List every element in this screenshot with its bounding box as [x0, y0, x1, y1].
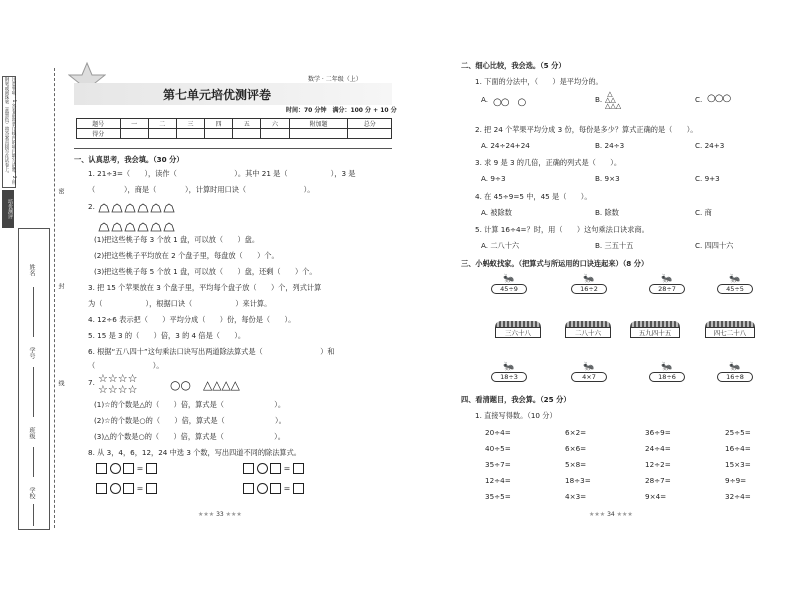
s2-q5-opt-c: C. 四四十六 — [695, 241, 734, 250]
q2-sub3: (3)把这些桃子每 5 个放 1 盘，可以放（ ）盘，还剩（ ）个。 — [94, 267, 317, 276]
s2-q2-opt-c: C. 24+3 — [695, 141, 725, 150]
house-card[interactable] — [495, 321, 541, 338]
q3-line1: 3. 把 15 个苹果放在 3 个盘子里，平均每个盘子放（ ）个，列式计算 — [88, 283, 322, 292]
operator-circle[interactable] — [257, 463, 268, 474]
q2-sub2: (2)把这些桃子平均放在 2 个盘子里，每盘放（ ）个。 — [94, 251, 279, 260]
q2-sub1: (1)把这些桃子每 3 个放 1 盘，可以放（ ）盘。 — [94, 235, 260, 244]
ant-expression: 45÷9 — [491, 284, 527, 294]
ant-icon: 🐜 — [503, 274, 515, 284]
ant-card[interactable] — [717, 363, 753, 382]
ant-icon: 🐜 — [661, 274, 673, 284]
calc-item[interactable]: 12÷4= — [485, 476, 511, 485]
peach-icon — [137, 198, 149, 208]
operator-circle[interactable] — [110, 463, 121, 474]
ant-icon: 🐜 — [661, 362, 673, 372]
ant-icon: 🐜 — [729, 274, 741, 284]
peach-icon — [150, 198, 162, 208]
q8-answer-row-1 — [96, 463, 157, 474]
q6-line1: 6. 根据“五八四十”这句乘法口诀写出两道除法算式是（ ）和 — [88, 347, 335, 356]
s2-q4-opt-b: B. 除数 — [595, 208, 619, 217]
calc-item[interactable]: 25÷5= — [725, 428, 751, 437]
score-input[interactable] — [148, 129, 176, 139]
calc-item[interactable]: 15×3= — [725, 460, 751, 469]
q6-line2: （ ）。 — [88, 361, 164, 370]
q1-line2: （ ），商是（ ），计算时用口诀（ ）。 — [88, 185, 315, 194]
ant-card[interactable] — [649, 275, 685, 294]
section-1-title: 一、认真思考，我会填。（30 分） — [74, 155, 184, 164]
q7-sub2: (2)☆的个数是○的（ ）倍，算式是（ ）。 — [94, 416, 286, 425]
s2-q5-opt-a: A. 二八十六 — [481, 241, 520, 250]
ant-expression: 28÷7 — [649, 284, 685, 294]
s2-q5: 5. 计算 16÷4=？时，用（ ）这句乘法口诀求商。 — [475, 225, 649, 234]
notice-box — [2, 76, 16, 188]
page-title: 第七单元培优测评卷 — [163, 88, 272, 102]
answer-box[interactable] — [270, 463, 281, 474]
calc-item[interactable]: 35÷7= — [485, 460, 511, 469]
page-number-33 — [198, 510, 242, 519]
operator-circle[interactable] — [257, 483, 268, 494]
id-label: 学号 — [28, 347, 35, 359]
circle-shapes-icon: ○○ — [170, 378, 191, 392]
s2-q3-opt-b: B. 9×3 — [595, 174, 620, 183]
s2-q1-opt-a: A. — [481, 95, 489, 104]
calc-item[interactable]: 16÷4= — [725, 444, 751, 453]
seal-xian: 线 — [57, 380, 64, 386]
q5: 5. 15 是 3 的（ ）倍，3 的 4 倍是（ ）。 — [88, 331, 246, 340]
name-label: 姓名 — [28, 264, 35, 276]
answer-box[interactable] — [293, 483, 304, 494]
equals-sign: = — [283, 464, 291, 473]
answer-box[interactable] — [270, 483, 281, 494]
score-table-score-row — [77, 129, 392, 139]
circles-group-a-icon: ○○ ○ — [493, 97, 526, 108]
score-cell: 三 — [176, 119, 204, 129]
name-field[interactable] — [33, 287, 34, 337]
answer-box[interactable] — [123, 463, 134, 474]
score-cell: 六 — [261, 119, 289, 129]
house-card[interactable] — [630, 321, 680, 338]
score-table — [76, 118, 392, 139]
peach-icon — [111, 198, 123, 208]
s2-q2-opt-a: A. 24÷24+24 — [481, 141, 530, 150]
q7-sub1: (1)☆的个数是△的（ ）倍，算式是（ ）。 — [94, 400, 286, 409]
s2-q3-opt-a: A. 9÷3 — [481, 174, 506, 183]
class-label: 班级 — [28, 427, 35, 439]
score-cell: 一 — [120, 119, 148, 129]
ant-card[interactable] — [571, 363, 607, 382]
stars-right: ★★★ — [616, 511, 633, 518]
score-input[interactable] — [348, 129, 392, 139]
calc-item[interactable]: 4×3= — [565, 492, 587, 501]
house-mnemonic: 四七二十八 — [705, 327, 755, 338]
triangles-group-b-icon: △ △△ △△△ — [605, 90, 622, 110]
score-input[interactable] — [120, 129, 148, 139]
calc-item[interactable]: 18÷3= — [565, 476, 591, 485]
calc-item[interactable]: 9÷9= — [725, 476, 747, 485]
calc-item[interactable]: 6×6= — [565, 444, 587, 453]
binding-line — [54, 68, 55, 528]
calc-item[interactable]: 28÷7= — [645, 476, 671, 485]
score-cell: 题号 — [77, 119, 121, 129]
page-number: 33 — [216, 511, 224, 518]
score-input[interactable] — [176, 129, 204, 139]
house-card[interactable] — [705, 321, 755, 338]
peach-icon — [124, 198, 136, 208]
ant-card[interactable] — [717, 275, 753, 294]
s2-q3: 3. 求 9 是 3 的几倍，正确的列式是（ ）。 — [475, 158, 622, 167]
peach-icon — [150, 217, 162, 227]
q8: 8. 从 3，4，6，12，24 中选 3 个数，写出四道不同的除法算式。 — [88, 448, 301, 457]
equals-sign: = — [136, 464, 144, 473]
score-cell: 总分 — [348, 119, 392, 129]
page-number: 34 — [607, 511, 615, 518]
ant-expression: 16÷2 — [571, 284, 607, 294]
q7-shapes — [98, 373, 137, 395]
divider — [74, 148, 392, 149]
ant-card[interactable] — [491, 363, 527, 382]
operator-circle[interactable] — [110, 483, 121, 494]
star-shapes-icon: ☆☆☆☆ ☆☆☆☆ — [98, 372, 138, 396]
seal-feng: 封 — [57, 283, 64, 289]
s2-q2-opt-b: B. 24÷3 — [595, 141, 625, 150]
score-row-label: 得分 — [77, 129, 121, 139]
triangle-shapes-icon: △△△△ — [203, 378, 240, 392]
s2-q4: 4. 在 45÷9=5 中，45 是（ ）。 — [475, 192, 592, 201]
subject-label: 数学 · 二年级（上） — [308, 76, 362, 83]
score-cell: 五 — [233, 119, 261, 129]
answer-box[interactable] — [293, 463, 304, 474]
ant-expression: 4×7 — [571, 372, 607, 382]
equals-sign: = — [136, 484, 144, 493]
ant-card[interactable] — [491, 275, 527, 294]
calc-item[interactable]: 40÷5= — [485, 444, 511, 453]
section-4-sub1: 1. 直接写得数。（10 分） — [475, 411, 557, 420]
section-3-title: 三、小蚂蚁找家。（把算式与所运用的口诀连起来）（8 分） — [461, 259, 649, 268]
circles-group-c-icon: ○○○ — [707, 93, 731, 104]
s2-q2: 2. 把 24 个苹果平均分成 3 份，每份是多少？算式正确的是（ ）。 — [475, 125, 698, 134]
page-33 — [68, 55, 398, 525]
q3-line2: 为（ ），根据口诀（ ）来计算。 — [88, 299, 272, 308]
stars-left: ★★★ — [589, 511, 606, 518]
peach-icon — [111, 217, 123, 227]
notice-text: 注意事项：1.答卷前将装订线内的项目填写清楚。2.用钢笔或圆珠笔（蓝黑色）将答案直接写在试卷上。 — [4, 77, 16, 185]
house-mnemonic: 三六十八 — [495, 327, 541, 338]
seal-mi: 密 — [57, 188, 64, 194]
school-label: 学校 — [28, 487, 35, 499]
score-cell: 二 — [148, 119, 176, 129]
score-input[interactable] — [289, 129, 348, 139]
stars-left: ★★★ — [198, 511, 215, 518]
ant-expression: 45÷5 — [717, 284, 753, 294]
ant-expression: 16÷8 — [717, 372, 753, 382]
calc-item[interactable]: 20÷4= — [485, 428, 511, 437]
stars-right: ★★★ — [225, 511, 242, 518]
score-cell: 四 — [205, 119, 233, 129]
ant-card[interactable] — [649, 363, 685, 382]
ant-expression: 18÷3 — [491, 372, 527, 382]
house-mnemonic: 五九四十五 — [630, 327, 680, 338]
calc-item[interactable]: 9×4= — [645, 492, 667, 501]
page-34 — [455, 55, 795, 525]
s2-q1: 1. 下面的分法中，（ ）是平均分的。 — [475, 77, 603, 86]
s2-q1-opt-b: B. — [595, 95, 603, 104]
badge: 培优测评 — [2, 190, 14, 228]
q4: 4. 12÷6 表示把（ ）平均分成（ ）份，每份是（ ）。 — [88, 315, 296, 324]
calc-item[interactable]: 24÷4= — [645, 444, 671, 453]
answer-box[interactable] — [96, 463, 107, 474]
q7-number: 7. — [88, 378, 95, 387]
answer-box[interactable] — [146, 483, 157, 494]
ant-expression: 18÷6 — [649, 372, 685, 382]
answer-box[interactable] — [146, 463, 157, 474]
answer-box[interactable] — [123, 483, 134, 494]
house-mnemonic: 二八十六 — [565, 327, 611, 338]
ant-icon: 🐜 — [583, 274, 595, 284]
answer-box[interactable] — [96, 483, 107, 494]
ant-icon: 🐜 — [729, 362, 741, 372]
s2-q3-opt-c: C. 9+3 — [695, 174, 720, 183]
calc-item[interactable]: 36÷9= — [645, 428, 671, 437]
student-info-box — [18, 228, 50, 530]
calc-item[interactable]: 12÷2= — [645, 460, 671, 469]
calc-item[interactable]: 35÷5= — [485, 492, 511, 501]
score-input[interactable] — [205, 129, 233, 139]
peach-icon — [124, 217, 136, 227]
score-input[interactable] — [261, 129, 289, 139]
peach-icon — [98, 217, 110, 227]
peach-icon — [163, 198, 175, 208]
score-cell: 附加题 — [289, 119, 348, 129]
house-card[interactable] — [565, 321, 611, 338]
peach-icon — [98, 198, 110, 208]
score-table-header-row — [77, 119, 392, 129]
id-field[interactable] — [33, 367, 34, 417]
s2-q4-opt-c: C. 商 — [695, 208, 712, 217]
calc-item[interactable]: 5×8= — [565, 460, 587, 469]
school-field[interactable] — [33, 504, 34, 526]
calc-item[interactable]: 6×2= — [565, 428, 587, 437]
q1-line1: 1. 21÷3=（ ），读作（ ）。其中 21 是（ ），3 是 — [88, 169, 356, 178]
score-input[interactable] — [233, 129, 261, 139]
s2-q4-opt-a: A. 被除数 — [481, 208, 512, 217]
section-2-title: 二、细心比较，我会选。（5 分） — [461, 61, 566, 70]
ant-icon: 🐜 — [503, 362, 515, 372]
peach-icon — [137, 217, 149, 227]
q8-answer-row-3 — [96, 483, 157, 494]
s2-q5-opt-b: B. 三五十五 — [595, 241, 634, 250]
s2-q1-opt-c: C. — [695, 95, 703, 104]
answer-box[interactable] — [243, 483, 254, 494]
ant-card[interactable] — [571, 275, 607, 294]
q7-sub3: (3)△的个数是○的（ ）倍，算式是（ ）。 — [94, 432, 285, 441]
ant-icon: 🐜 — [583, 362, 595, 372]
section-4-title: 四、看清题目，我会算。（25 分） — [461, 395, 571, 404]
binding-strip — [0, 68, 62, 528]
q8-answer-row-2 — [243, 463, 304, 474]
answer-box[interactable] — [243, 463, 254, 474]
time-score: 时间：70 分钟 满分：100 分 + 10 分 — [286, 107, 397, 114]
peach-icon — [163, 217, 175, 227]
peach-group — [98, 198, 198, 236]
calc-item[interactable]: 32÷4= — [725, 492, 751, 501]
page-number-34 — [589, 510, 633, 519]
equals-sign: = — [283, 484, 291, 493]
q2-number: 2. — [88, 202, 95, 211]
q8-answer-row-4 — [243, 483, 304, 494]
class-field[interactable] — [33, 447, 34, 477]
